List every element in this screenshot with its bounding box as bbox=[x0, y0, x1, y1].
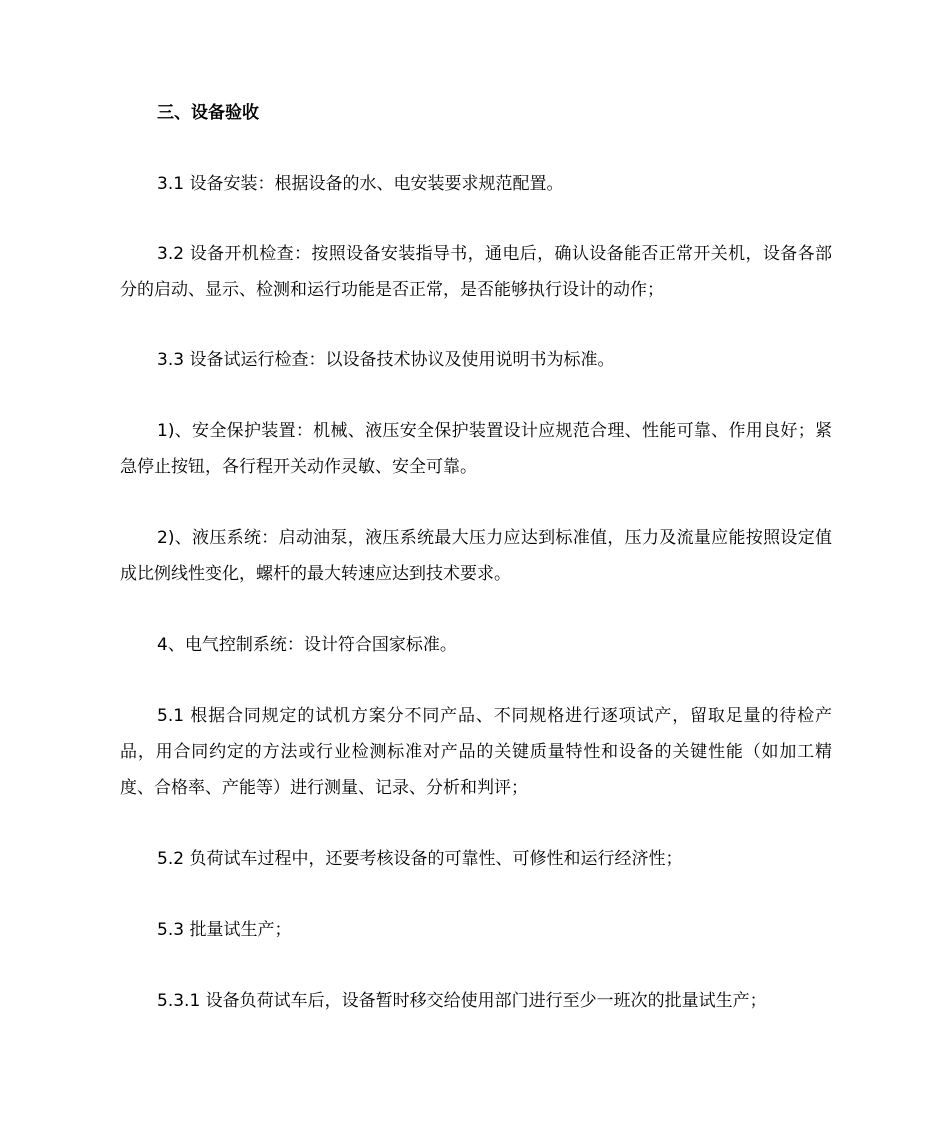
paragraph-3-3: 3.3 设备试运行检查：以设备技术协议及使用说明书为标准。 bbox=[157, 350, 615, 370]
paragraph-5-3-1: 5.3.1 设备负荷试车后，设备暂时移交给使用部门进行至少一班次的批量试生产； bbox=[157, 991, 767, 1011]
paragraph-5-3: 5.3 批量试生产； bbox=[157, 920, 292, 940]
paragraph-3-2: 3.2 设备开机检查：按照设备安装指导书，通电后，确认设备能否正常开关机，设备各部分的启动、显示、检测和运行功能是否正常，是否能够执行设计的动作； bbox=[120, 244, 832, 300]
paragraph-4: 4、电气控制系统：设计符合国家标准。 bbox=[157, 635, 457, 655]
paragraph-item-1: 1)、安全保护装置：机械、液压安全保护装置设计应规范合理、性能可靠、作用良好；紧急停止按钮，各行程开关动作灵敏、安全可靠。 bbox=[120, 421, 832, 477]
paragraph-5-2: 5.2 负荷试车过程中，还要考核设备的可靠性、可修性和运行经济性； bbox=[157, 849, 683, 869]
section-heading: 三、设备验收 bbox=[157, 103, 259, 123]
paragraph-5-1: 5.1 根据合同规定的试机方案分不同产品、不同规格进行逐项试产，留取足量的待检产品，用合同约定的方法或行业检测标准对产品的关键质量特性和设备的关键性能（如加工精度、合格率、产能等）进行测量、记录、分析和判评； bbox=[120, 706, 832, 798]
paragraph-item-2: 2)、液压系统：启动油泵，液压系统最大压力应达到标准值，压力及流量应能按照设定值成比例线性变化，螺杆的最大转速应达到技术要求。 bbox=[120, 528, 832, 584]
paragraph-3-1: 3.1 设备安装：根据设备的水、电安装要求规范配置。 bbox=[157, 174, 564, 194]
